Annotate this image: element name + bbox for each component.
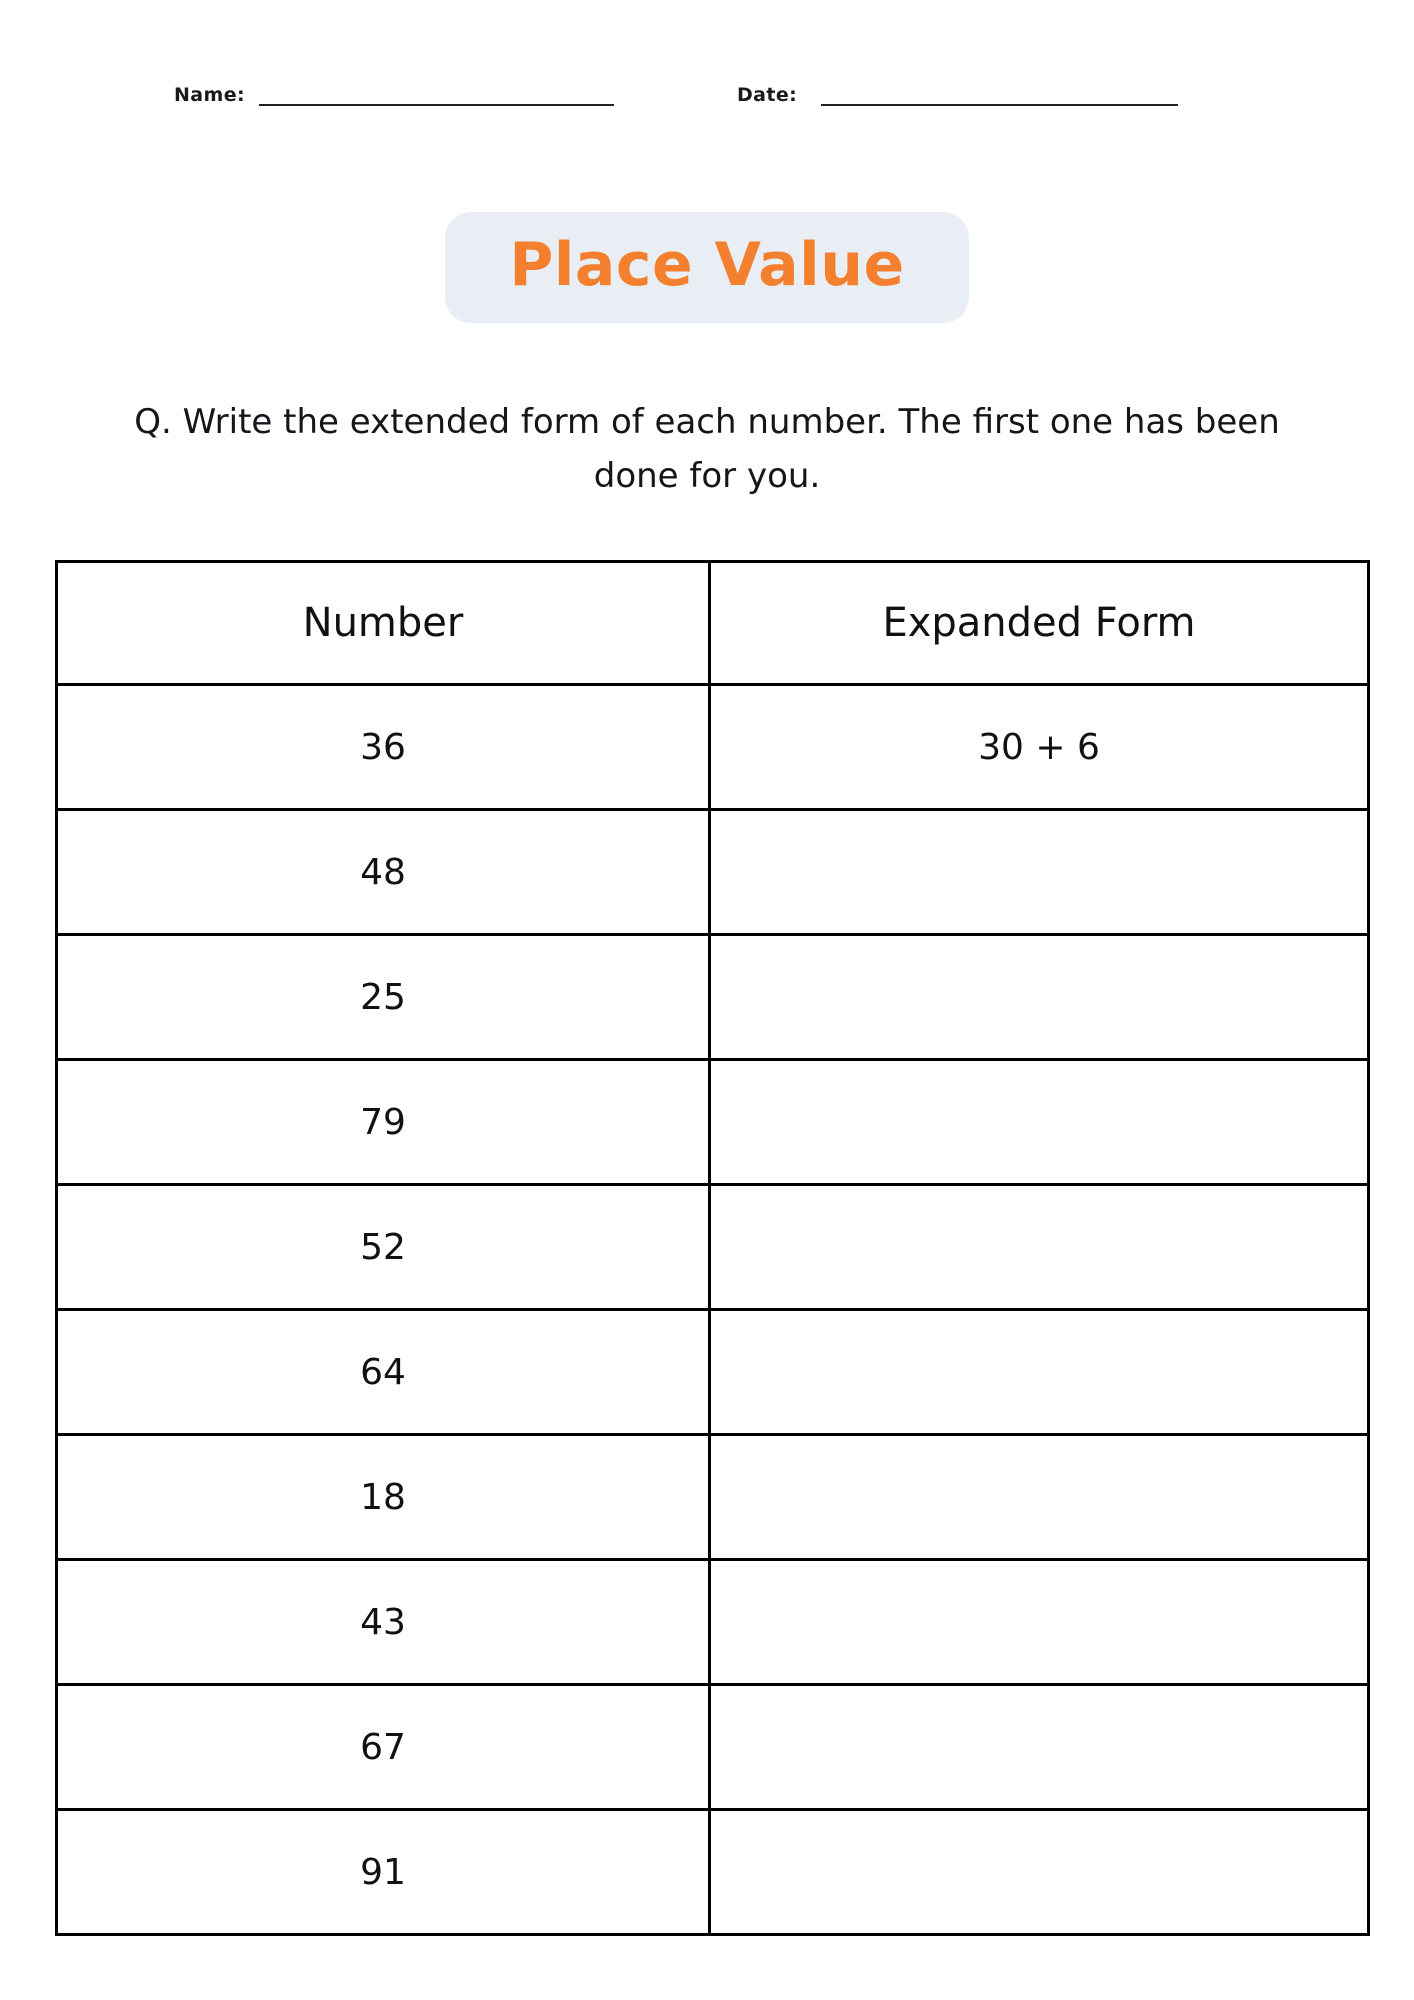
title-container — [0, 212, 1414, 323]
table-row — [57, 1685, 1369, 1810]
table-row — [57, 1060, 1369, 1185]
name-input-line[interactable] — [259, 82, 614, 106]
table-row — [57, 810, 1369, 935]
cell-expanded[interactable] — [710, 1310, 1369, 1435]
table-row — [57, 1185, 1369, 1310]
cell-number: 91 — [57, 1810, 710, 1935]
cell-expanded[interactable] — [710, 1185, 1369, 1310]
title-badge — [445, 212, 968, 323]
cell-expanded[interactable] — [710, 810, 1369, 935]
cell-number: 18 — [57, 1435, 710, 1560]
cell-number: 67 — [57, 1685, 710, 1810]
table-row — [57, 1810, 1369, 1935]
cell-number: 25 — [57, 935, 710, 1060]
table-row — [57, 1560, 1369, 1685]
cell-number: 36 — [57, 685, 710, 810]
table-row — [57, 935, 1369, 1060]
cell-expanded[interactable] — [710, 935, 1369, 1060]
page-title: Place Value — [509, 230, 905, 300]
column-header-number: Number — [57, 562, 710, 685]
cell-number: 52 — [57, 1185, 710, 1310]
instruction-text: Q. Write the extended form of each number. The first one has been done for you. — [134, 402, 1280, 497]
cell-number: 64 — [57, 1310, 710, 1435]
table-header-row — [57, 562, 1369, 685]
table-row — [57, 1435, 1369, 1560]
cell-expanded[interactable] — [710, 1685, 1369, 1810]
name-field[interactable] — [174, 82, 614, 106]
table-row — [57, 1310, 1369, 1435]
table-row — [57, 685, 1369, 810]
cell-number: 48 — [57, 810, 710, 935]
cell-expanded[interactable] — [710, 1060, 1369, 1185]
cell-expanded[interactable] — [710, 1435, 1369, 1560]
name-label: Name: — [174, 84, 246, 106]
date-input-line[interactable] — [821, 82, 1178, 106]
cell-expanded[interactable] — [710, 1560, 1369, 1685]
cell-expanded[interactable] — [710, 1810, 1369, 1935]
worksheet-table — [55, 560, 1370, 1936]
worksheet-table-container — [55, 560, 1360, 1936]
date-field[interactable] — [737, 82, 1178, 106]
worksheet-header — [0, 82, 1414, 106]
cell-number: 43 — [57, 1560, 710, 1685]
cell-number: 79 — [57, 1060, 710, 1185]
cell-expanded[interactable]: 30 + 6 — [710, 685, 1369, 810]
date-label: Date: — [737, 84, 798, 106]
column-header-expanded-form: Expanded Form — [710, 562, 1369, 685]
